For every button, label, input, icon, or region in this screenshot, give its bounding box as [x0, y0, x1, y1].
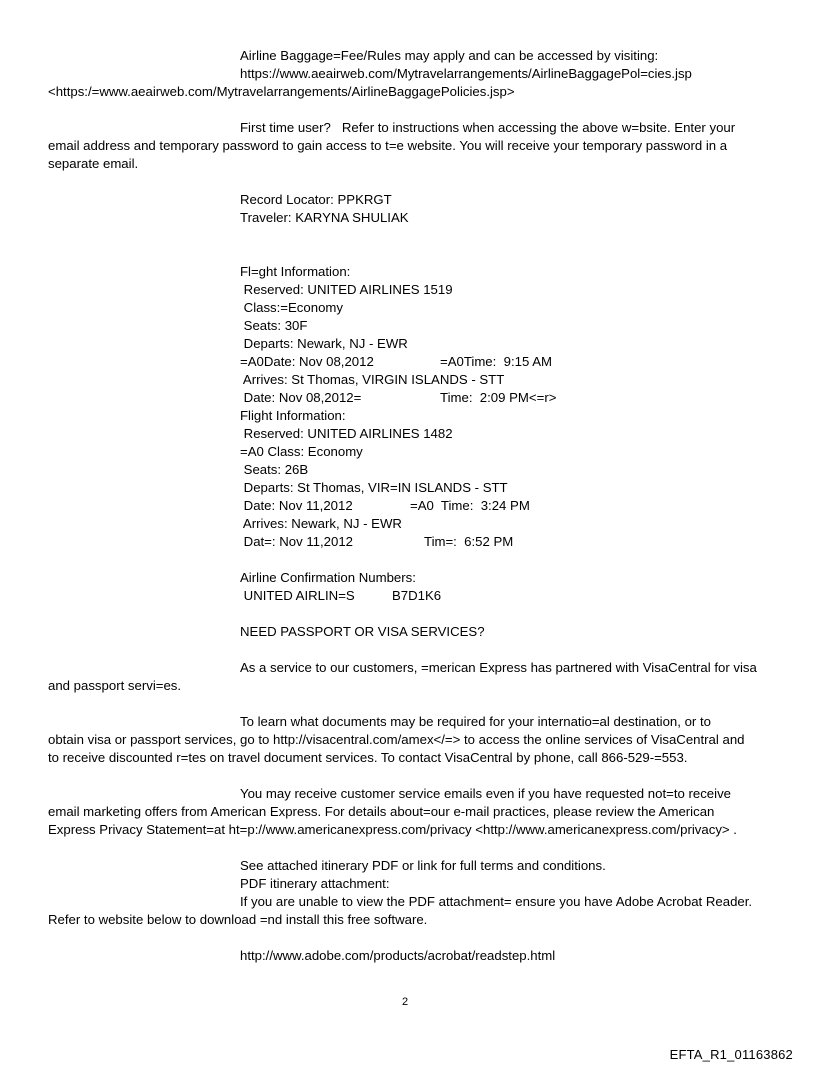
passport-p1-line-2: and passport servi=es.	[48, 678, 182, 693]
first-time-line-3: separate email.	[48, 156, 139, 171]
adobe-url: http://www.adobe.com/products/acrobat/readstep.html	[240, 948, 556, 963]
flight1-dep-date: =A0Date: Nov 08,2012	[240, 354, 374, 369]
flight2-heading: Flight Information:	[240, 408, 346, 423]
record-locator: Record Locator: PPKRGT	[240, 192, 392, 207]
page-number: 2	[402, 996, 409, 1008]
baggage-line-1: Airline Baggage=Fee/Rules may apply and can be accessed by visiting:	[240, 48, 659, 63]
attachment-line-1: See attached itinerary PDF or link for full terms and conditions.	[240, 858, 606, 873]
flight2-class: =A0 Class: Economy	[240, 444, 363, 459]
flight2-reserved: Reserved: UNITED AIRLINES 1482	[240, 426, 453, 441]
passport-p2-line-3: to receive discounted r=tes on travel document services. To contact VisaCentral by phone, call 866-529-=553.	[48, 750, 688, 765]
first-time-line-2: email address and temporary password to gain access to t=e website. You will receive your temporary password in a	[48, 138, 728, 153]
attachment-line-2: PDF itinerary attachment:	[240, 876, 390, 891]
flight1-seats: Seats: 30F	[240, 318, 308, 333]
confirmation-airline: UNITED AIRLIN=S	[240, 588, 355, 603]
confirmation-code: B7D1K6	[392, 588, 442, 603]
confirmation-heading: Airline Confirmation Numbers:	[240, 570, 416, 585]
passport-p1-line-1: As a service to our customers, =merican Express has partnered with VisaCentral for visa	[240, 660, 757, 675]
first-time-line-1: First time user? Refer to instructions when accessing the above w=bsite. Enter your	[240, 120, 736, 135]
attachment-line-3: If you are unable to view the PDF attachment= ensure you have Adobe Acrobat Reader.	[240, 894, 753, 909]
flight1-class: Class:=Economy	[240, 300, 343, 315]
flight2-arr-time: Tim=: 6:52 PM	[424, 534, 514, 549]
emails-line-2: email marketing offers from American Express. For details about=our e-mail practices, please review the American	[48, 804, 715, 819]
baggage-url-link: <https:/=www.aeairweb.com/Mytravelarrangements/AirlineBaggagePolicies.jsp>	[48, 84, 515, 99]
flight2-dep-date: Date: Nov 11,2012	[240, 498, 353, 513]
flight2-seats: Seats: 26B	[240, 462, 309, 477]
traveler-name: Traveler: KARYNA SHULIAK	[240, 210, 409, 225]
passport-heading: NEED PASSPORT OR VISA SERVICES?	[240, 624, 485, 639]
flight1-dep-time: =A0Time: 9:15 AM	[440, 354, 553, 369]
flight1-reserved: Reserved: UNITED AIRLINES 1519	[240, 282, 453, 297]
passport-p2-line-1: To learn what documents may be required for your internatio=al destination, or to	[240, 714, 711, 729]
flight2-arr-date: Dat=: Nov 11,2012	[240, 534, 354, 549]
baggage-url: https://www.aeairweb.com/Mytravelarrangements/AirlineBaggagePol=cies.jsp	[240, 66, 692, 81]
flight2-departs: Departs: St Thomas, VIR=IN ISLANDS - STT	[240, 480, 508, 495]
passport-p2-line-2: obtain visa or passport services, go to http://visacentral.com/amex</=> to access the online services of VisaCentral and	[48, 732, 745, 747]
emails-line-1: You may receive customer service emails even if you have requested not=to receive	[240, 786, 732, 801]
document-id: EFTA_R1_01163862	[669, 1047, 793, 1062]
flight1-arr-date: Date: Nov 08,2012=	[240, 390, 362, 405]
flight1-arr-time: Time: 2:09 PM<=r>	[440, 390, 557, 405]
flight2-arrives: Arrives: Newark, NJ - EWR	[240, 516, 402, 531]
flight1-arrives: Arrives: St Thomas, VIRGIN ISLANDS - STT	[240, 372, 505, 387]
emails-line-3: Express Privacy Statement=at ht=p://www.americanexpress.com/privacy <http://www.americanexpress.com/privacy> .	[48, 822, 737, 837]
flight2-dep-time: =A0 Time: 3:24 PM	[410, 498, 530, 513]
attachment-line-4: Refer to website below to download =nd install this free software.	[48, 912, 428, 927]
flight1-departs: Departs: Newark, NJ - EWR	[240, 336, 408, 351]
flight1-heading: Fl=ght Information:	[240, 264, 351, 279]
